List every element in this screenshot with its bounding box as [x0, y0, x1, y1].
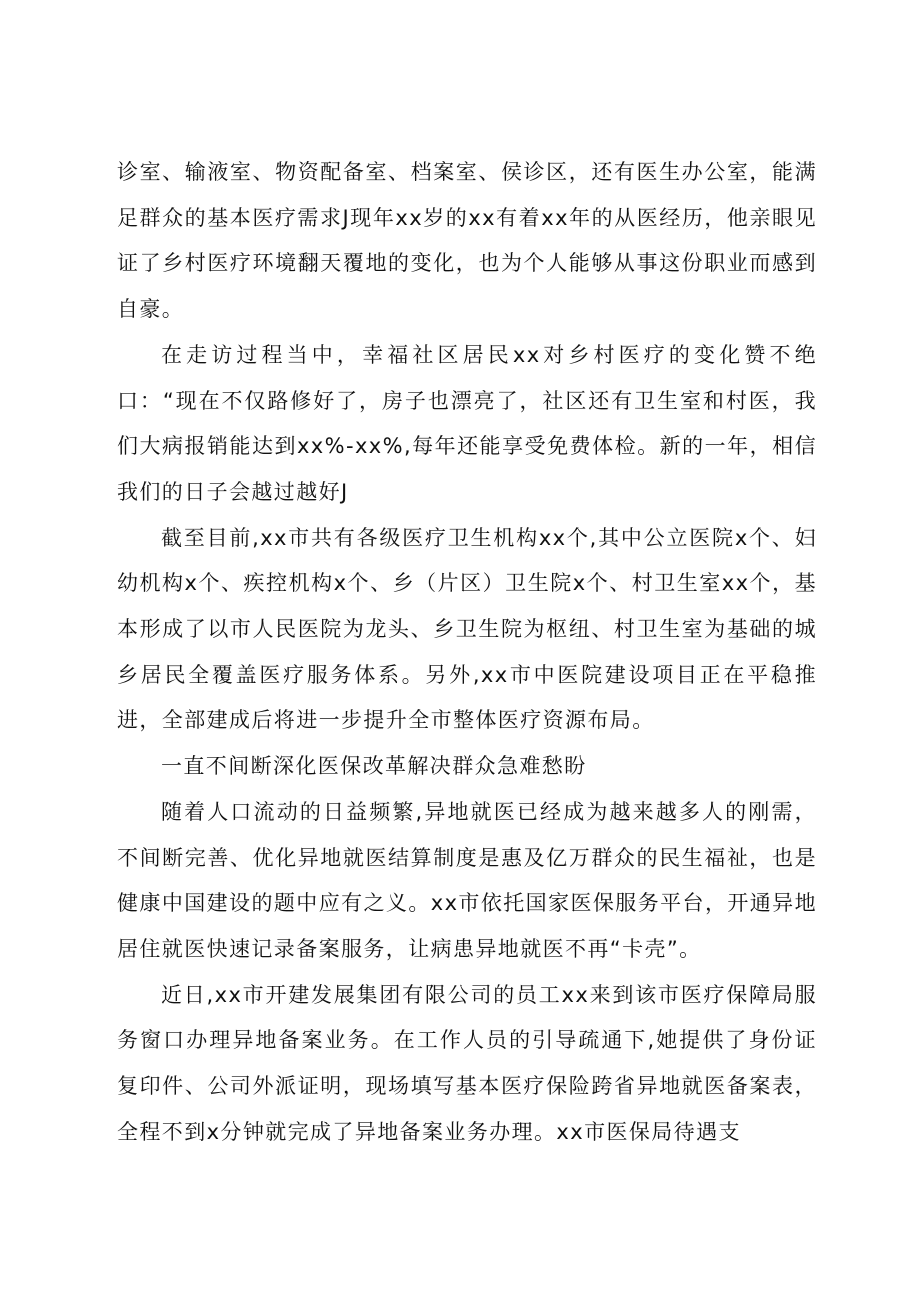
paragraph-clinic-facilities: 诊室、输液室、物资配备室、档案室、侯诊区，还有医生办公室，能满足群众的基本医疗需求J现年xx岁的xx有着xx年的从医经历，他亲眼见证了乡村医疗环境翻天覆地的变化，也为个人能够从事这份职业而感到自豪。: [117, 160, 817, 322]
section-heading: 一直不间断深化医保改革解决群众急难愁盼: [161, 754, 587, 779]
document-body: [117, 150, 817, 1155]
paragraph-resident-quote: 在走访过程当中，幸福社区居民xx对乡村医疗的变化赞不绝口：“现在不仅路修好了，房子也漂亮了，社区还有卫生室和村医，我们大病报销能达到xx%-xx%,每年还能享受免费体检。新的一年，相信我们的日子会越过越好J: [117, 342, 817, 504]
paragraph-remote-filing-case: 近日,xx市开建发展集团有限公司的员工xx来到该市医疗保障局服务窗口办理异地备案业务。在工作人员的引导疏通下,她提供了身份证复印件、公司外派证明，现场填写基本医疗保险跨省异地就医备案表，全程不到x分钟就完成了异地备案业务办理。xx市医保局待遇支: [117, 982, 817, 1144]
paragraph-remote-medical-care: 随着人口流动的日益频繁,异地就医已经成为越来越多人的刚需，不间断完善、优化异地就医结算制度是惠及亿万群众的民生福祉，也是健康中国建设的题中应有之义。xx市依托国家医保服务平台，开通异地居住就医快速记录备案服务，让病患异地就医不再“卡壳”。: [117, 799, 817, 961]
paragraph-medical-institutions: 截至目前,xx市共有各级医疗卫生机构xx个,其中公立医院x个、妇幼机构x个、疾控机构x个、乡（片区）卫生院x个、村卫生室xx个，基本形成了以市人民医院为龙头、乡卫生院为枢纽、村卫生室为基础的城乡居民全覆盖医疗服务体系。另外,xx市中医院建设项目正在平稳推进，全部建成后将进一步提升全市整体医疗资源布局。: [117, 525, 817, 733]
